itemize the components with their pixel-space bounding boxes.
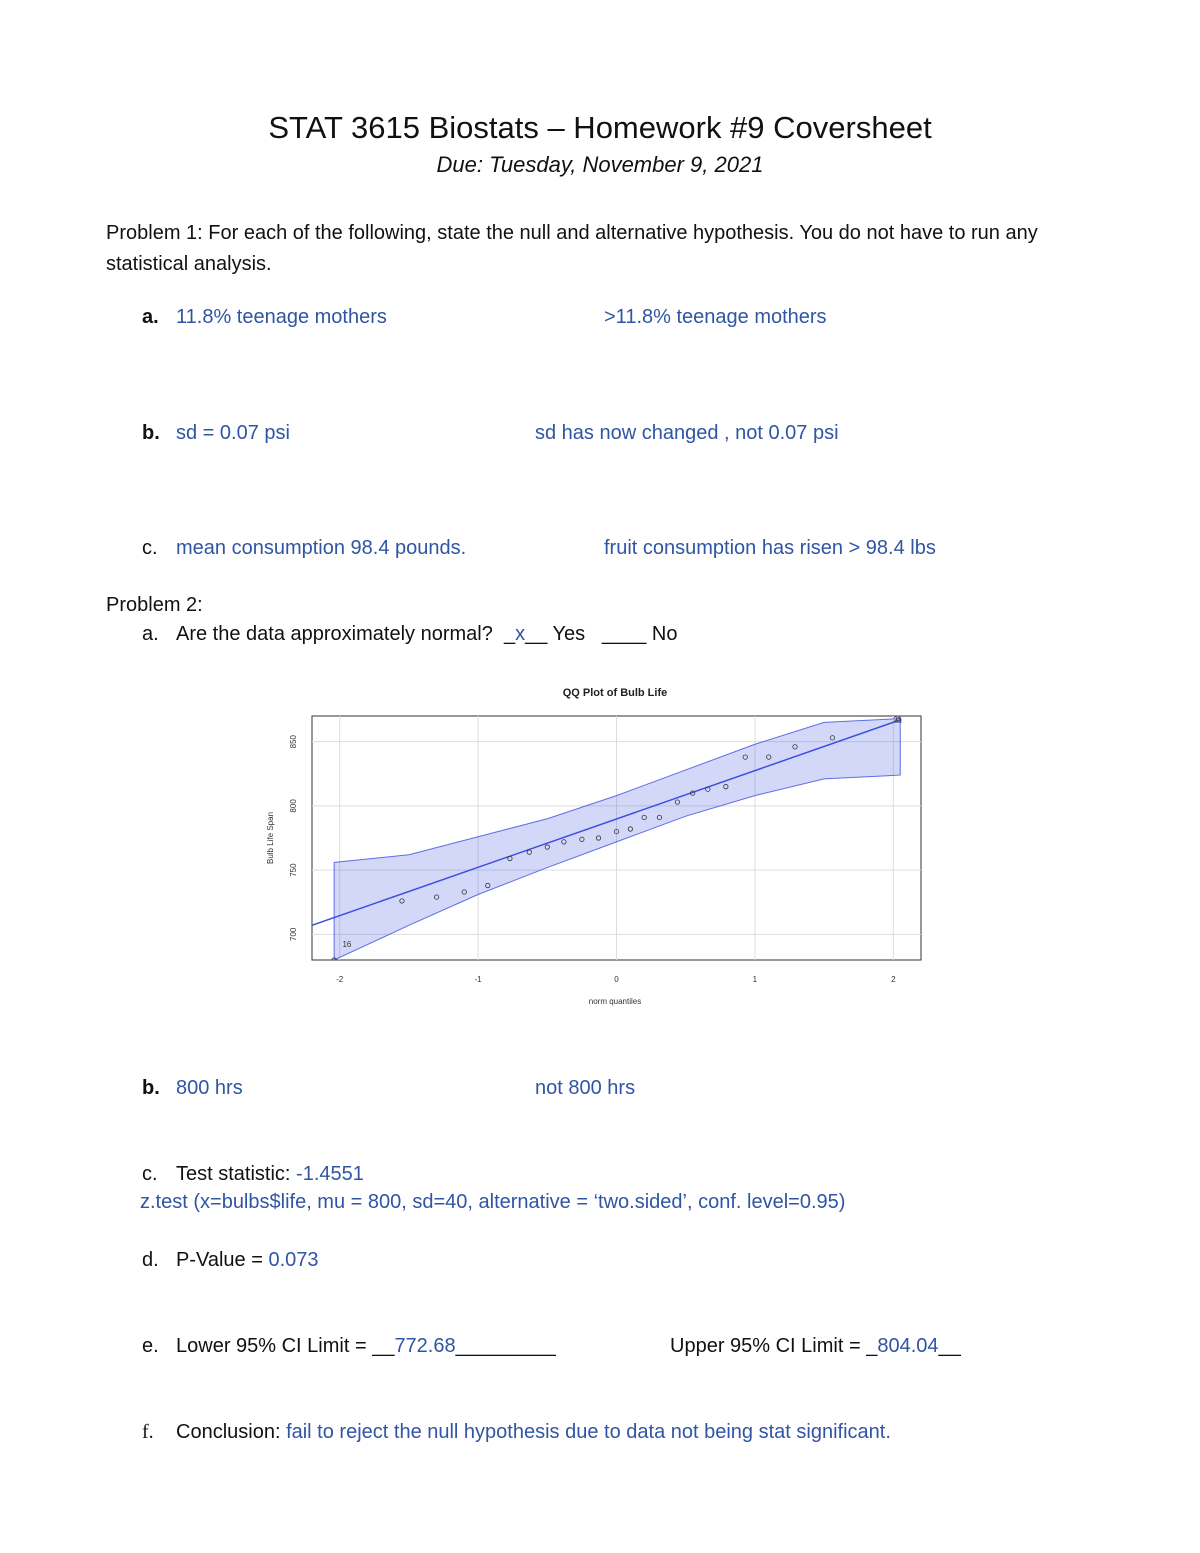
problem1-c-null: mean consumption 98.4 pounds.: [176, 537, 467, 559]
problem1-b-label: b.: [142, 422, 160, 444]
y-tick-label: 850: [289, 735, 298, 749]
point-annotation: 21: [893, 715, 903, 725]
problem2-c-label: c.: [142, 1163, 158, 1185]
conclusion-prefix: Conclusion:: [176, 1421, 287, 1443]
no-blank: ____: [601, 623, 647, 645]
x-tick-label: -2: [336, 975, 344, 984]
problem1-a-alt: >11.8% teenage mothers: [604, 306, 827, 328]
y-axis-label: Bulb Life Span: [266, 811, 275, 865]
y-tick-label: 750: [289, 863, 298, 877]
x-ticks: [336, 975, 896, 984]
p-value: 0.073: [268, 1249, 319, 1271]
lower-ci-value: 772.68: [394, 1335, 456, 1357]
answer-pre: _: [503, 623, 516, 645]
conclusion-line: [176, 1421, 891, 1444]
problem1-a-label: a.: [142, 306, 159, 328]
page-title: STAT 3615 Biostats – Homework #9 Coversheet: [268, 110, 932, 145]
answer-mark: x: [515, 623, 526, 645]
x-axis-label: norm quantiles: [588, 997, 642, 1006]
point-annotation: 16: [342, 940, 352, 950]
y-ticks: [289, 734, 298, 941]
due-date: Due: Tuesday, November 9, 2021: [436, 152, 764, 177]
yes-option: Yes: [552, 623, 586, 645]
test-statistic-line: [176, 1163, 364, 1186]
y-tick-label: 800: [289, 799, 298, 813]
problem2-f-label: f.: [142, 1421, 154, 1443]
problem2-d-label: d.: [142, 1249, 159, 1271]
chart-title: QQ Plot of Bulb Life: [562, 687, 668, 699]
problem1-c-alt: fruit consumption has risen > 98.4 lbs: [604, 537, 936, 559]
answer-post: __: [525, 623, 548, 645]
z-test-code: z.test (x=bulbs$life, mu = 800, sd=40, alternative = ‘two.sided’, conf. level=0.95): [140, 1191, 846, 1213]
y-tick-label: 700: [289, 927, 298, 941]
x-tick-label: 2: [891, 975, 896, 984]
lower-ci-suffix: _________: [455, 1335, 556, 1357]
upper-ci-suffix: __: [938, 1335, 961, 1357]
problem1-a-null: 11.8% teenage mothers: [176, 306, 387, 328]
test-statistic-prefix: Test statistic:: [176, 1163, 297, 1185]
upper-ci-line: [670, 1335, 961, 1358]
problem1-b-alt: sd has now changed , not 0.07 psi: [535, 422, 839, 444]
test-statistic-value: -1.4551: [296, 1163, 364, 1185]
p-value-line: [176, 1249, 319, 1272]
conclusion-value: fail to reject the null hypothesis due to data not being stat significant.: [286, 1421, 891, 1443]
problem2-e-label: e.: [142, 1335, 159, 1357]
no-option: No: [651, 623, 678, 645]
problem1-c-label: c.: [142, 537, 158, 559]
problem1-b-null: sd = 0.07 psi: [176, 422, 290, 444]
qq-plot: [255, 678, 945, 1018]
x-tick-label: -1: [474, 975, 482, 984]
lower-ci-line: [176, 1335, 556, 1358]
problem2-heading: Problem 2:: [106, 594, 203, 616]
normality-question: Are the data approximately normal?: [176, 623, 493, 645]
problem2-a-line: [176, 623, 678, 646]
problem2-b-alt: not 800 hrs: [535, 1077, 636, 1099]
p-value-prefix: P-Value =: [176, 1249, 269, 1271]
problem1-prompt: Problem 1: For each of the following, state the null and alternative hypothesis. You do not have to run any statistical analysis.: [106, 222, 1038, 275]
x-tick-label: 1: [752, 975, 758, 984]
problem2-b-null: 800 hrs: [176, 1077, 243, 1099]
problem2-b-label: b.: [142, 1077, 160, 1099]
x-tick-label: 0: [614, 975, 619, 984]
upper-ci-value: 804.04: [877, 1335, 939, 1357]
lower-ci-prefix: Lower 95% CI Limit = __: [176, 1335, 395, 1357]
problem2-a-label: a.: [142, 623, 159, 645]
upper-ci-prefix: Upper 95% CI Limit = _: [670, 1335, 878, 1357]
